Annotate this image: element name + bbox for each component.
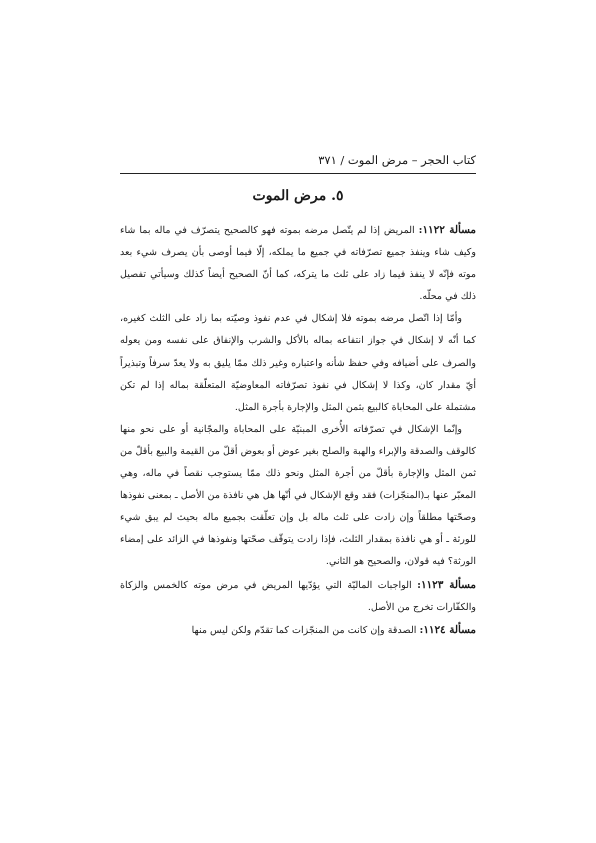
paragraph-text: وإنّما الإشكال في تصرّفاته الأُخرى المبنيّة على المحاباة والمجّانية أو على نحو منها كالوقف والصدقة والإبراء والهبة والصلح بغير عوض أو بعوض أقلّ من القيمة والبيع بأقلّ من ثمن المثل والإجارة بأقلّ من أجرة المثل ونحو ذلك ممّا يستوجب نقصاً في ماله، وهي المعبّر عنها بـ(المنجّزات) فقد وقع الإشكال في أنّها هل هي نافذة من الأصل ـ بمعنى نفوذها وصحّتها مطلقاً وإن زادت على ثلث ماله بل وإن تعلّقت بجميع ماله بحيث لم يبق شيء للورثة ـ أو هي نافذة بمقدار الثلث، فإذا زادت يتوقّف صحّتها ونفوذها في الزائد على إمضاء الورثة؟ فيه قولان، والصحيح هو الثاني.	[120, 423, 476, 568]
paragraph-text: الصدقة وإن كانت من المنجّزات كما تقدّم ولكن ليس منها	[191, 624, 420, 636]
paragraph-issue-1124	[120, 619, 476, 642]
header-divider	[120, 173, 476, 174]
body-text	[120, 219, 476, 642]
section-title: ٥. مرض الموت	[252, 188, 344, 204]
paragraph-issue-1123	[120, 574, 476, 619]
paragraph-text: المريض إذا لم يتّصل مرضه بموته فهو كالصحيح يتصرّف في ماله بما شاء وكيف شاء وينفذ جميع تصرّفاته في جميع ما يملكه، إلّا فيما أوصى بأن يصرف شيء بعد موته فإنّه لا ينفذ فيما زاد على ثلث ما يتركه، كما أنّ الصحيح أيضاً كذلك وسيأتي تفصيل ذلك في محلّه.	[120, 225, 476, 303]
paragraph-issue-1122	[120, 219, 476, 308]
issue-label: مسألة ١١٢٤:	[419, 623, 476, 636]
paragraph	[120, 419, 476, 574]
issue-label: مسألة ١١٢٣:	[417, 578, 476, 591]
issue-label: مسألة ١١٢٢:	[418, 224, 476, 236]
paragraph-text: الواجبات الماليّة التي يؤدّيها المريض في مرض موته كالخمس والزكاة والكفّارات تخرج من الأصل.	[120, 579, 476, 613]
running-header: كتاب الحجر – مرض الموت / ٣٧١	[318, 153, 476, 167]
paragraph-text: وأمّا إذا اتّصل مرضه بموته فلا إشكال في عدم نفوذ وصيّته بما زاد على الثلث كغيره، كما أنّه لا إشكال في جواز انتفاعه بماله بالأكل والشرب والإنفاق على نفسه ومن يعوله والصرف على أضيافه وفي حفظ شأنه واعتباره وغير ذلك ممّا يليق به ولا يعدّ سرفاً وتبذيراً أيّ مقدار كان، وكذا لا إشكال في نفوذ تصرّفاته المعاوضيّة المتعلّقة بماله إذا لم تكن مشتملة على المحاباة كالبيع بثمن المثل والإجارة بأجرة المثل.	[120, 313, 476, 413]
paragraph	[120, 308, 476, 418]
